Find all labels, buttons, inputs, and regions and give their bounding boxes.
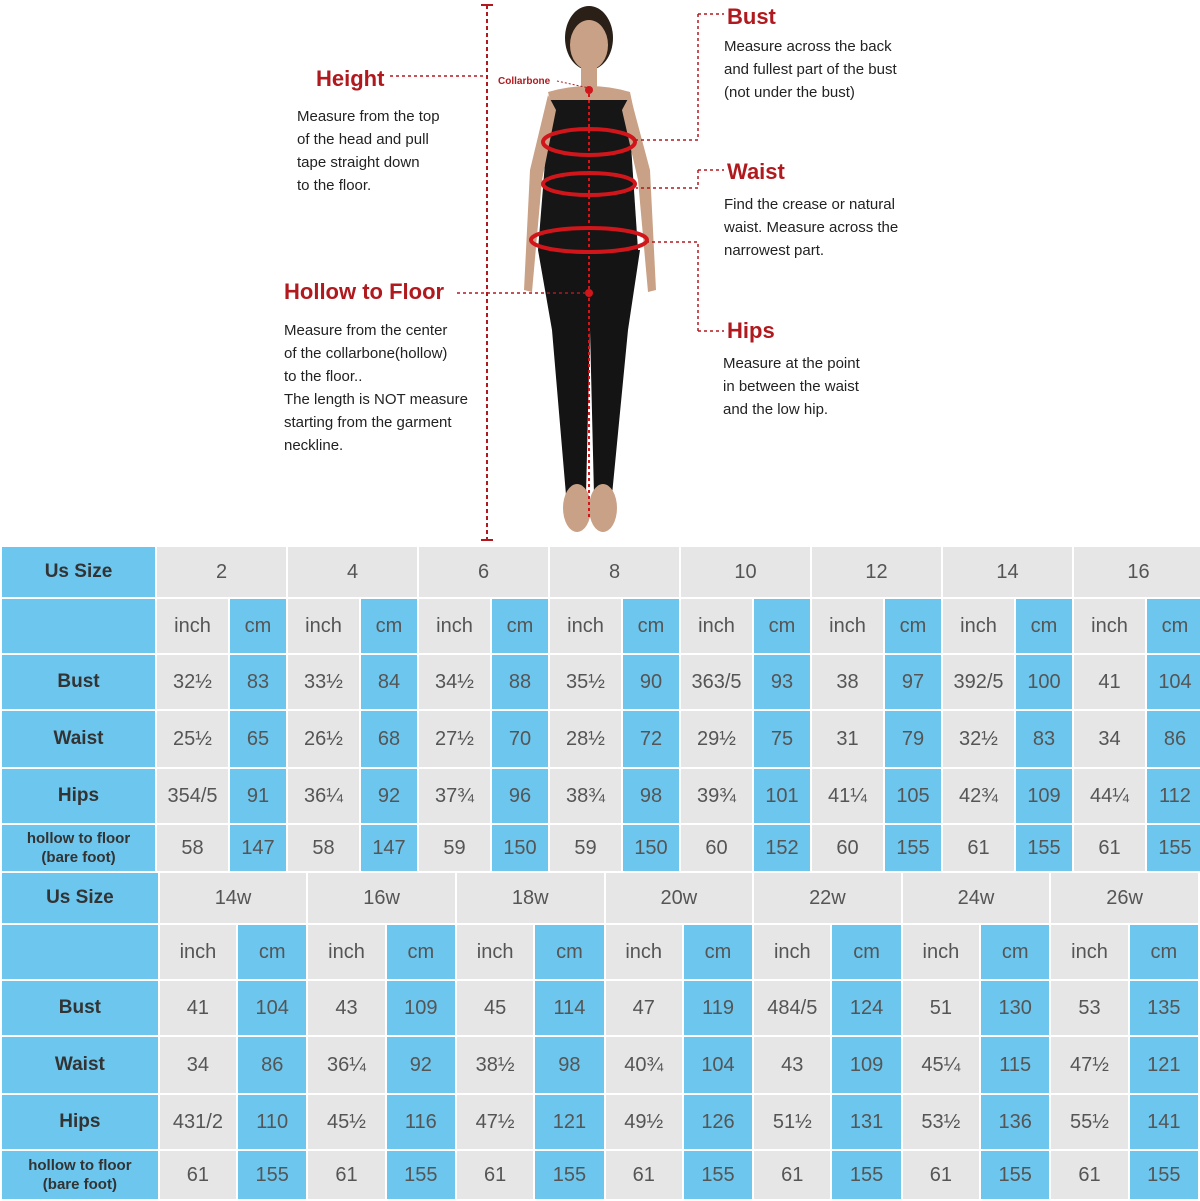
unit-row-label [1, 924, 159, 980]
size-24w: 24w [902, 872, 1051, 924]
inch-value: 60 [680, 824, 753, 872]
inch-value: 38¾ [549, 768, 622, 824]
unit-cm: cm [1146, 598, 1200, 654]
unit-inch: inch [1073, 598, 1146, 654]
size-12: 12 [811, 546, 942, 598]
size-16w: 16w [307, 872, 456, 924]
unit-cm: cm [753, 598, 811, 654]
inch-value: 32½ [156, 654, 229, 710]
size-2: 2 [156, 546, 287, 598]
size-header-row [1, 546, 1200, 598]
cm-value: 92 [386, 1036, 456, 1094]
waist-row-label: Waist [1, 1036, 159, 1094]
unit-cm: cm [491, 598, 549, 654]
inch-value: 45¼ [902, 1036, 980, 1094]
inch-value: 61 [753, 1150, 831, 1200]
bust-desc-line: Measure across the back [724, 38, 892, 55]
height-desc-line: Measure from the top [297, 108, 440, 125]
inch-value: 53½ [902, 1094, 980, 1150]
inch-value: 45 [456, 980, 534, 1036]
bust-row [1, 654, 1200, 710]
unit-inch: inch [902, 924, 980, 980]
unit-cm: cm [622, 598, 680, 654]
bust-heading: Bust [727, 4, 776, 29]
cm-value: 96 [491, 768, 549, 824]
waist-row [1, 1036, 1199, 1094]
inch-value: 38½ [456, 1036, 534, 1094]
inch-value: 27½ [418, 710, 491, 768]
inch-value: 36¼ [307, 1036, 385, 1094]
unit-inch: inch [811, 598, 884, 654]
height-description [297, 105, 440, 197]
collarbone-label: Collarbone [498, 76, 551, 87]
cm-value: 104 [237, 980, 307, 1036]
size-chart-standard [0, 545, 1200, 873]
cm-value: 155 [386, 1150, 456, 1200]
cm-value: 130 [980, 980, 1050, 1036]
inch-value: 47½ [456, 1094, 534, 1150]
unit-inch: inch [159, 924, 237, 980]
hips-desc-line: and the low hip. [723, 401, 829, 418]
cm-value: 116 [386, 1094, 456, 1150]
unit-inch: inch [942, 598, 1015, 654]
unit-row-label [1, 598, 156, 654]
hollow-label-line2: (bare foot) [41, 849, 116, 866]
cm-value: 150 [622, 824, 680, 872]
inch-value: 25½ [156, 710, 229, 768]
inch-value: 61 [942, 824, 1015, 872]
inch-value: 47 [605, 980, 683, 1036]
size-chart-plus [0, 871, 1200, 1201]
inch-value: 61 [456, 1150, 534, 1200]
cm-value: 152 [753, 824, 811, 872]
bust-row [1, 980, 1199, 1036]
unit-cm: cm [360, 598, 418, 654]
waist-row-label: Waist [1, 710, 156, 768]
inch-value: 37¾ [418, 768, 491, 824]
cm-value: 104 [1146, 654, 1200, 710]
cm-value: 75 [753, 710, 811, 768]
bust-desc-line: and fullest part of the bust [724, 61, 897, 78]
unit-inch: inch [1050, 924, 1128, 980]
inch-value: 51 [902, 980, 980, 1036]
height-desc-line: to the floor. [297, 177, 372, 194]
unit-cm: cm [237, 924, 307, 980]
size-6: 6 [418, 546, 549, 598]
cm-value: 155 [683, 1150, 753, 1200]
inch-value: 392/5 [942, 654, 1015, 710]
unit-inch: inch [156, 598, 229, 654]
inch-value: 39¾ [680, 768, 753, 824]
cm-value: 124 [831, 980, 901, 1036]
cm-value: 86 [1146, 710, 1200, 768]
hollow-label-line1: hollow to floor [28, 1157, 132, 1174]
hollow-label-line2: (bare foot) [42, 1176, 117, 1193]
cm-value: 114 [534, 980, 604, 1036]
inch-value: 44¼ [1073, 768, 1146, 824]
cm-value: 155 [831, 1150, 901, 1200]
unit-inch: inch [456, 924, 534, 980]
hollow-label-line1: hollow to floor [26, 830, 131, 847]
unit-inch: inch [549, 598, 622, 654]
waist-desc-line: narrowest part. [724, 242, 825, 259]
cm-value: 155 [534, 1150, 604, 1200]
hollow-desc-line: to the floor.. [284, 368, 363, 385]
inch-value: 41 [1073, 654, 1146, 710]
size-4: 4 [287, 546, 418, 598]
cm-value: 155 [1129, 1150, 1199, 1200]
inch-value: 32½ [942, 710, 1015, 768]
cm-value: 109 [386, 980, 456, 1036]
inch-value: 61 [159, 1150, 237, 1200]
cm-value: 155 [1146, 824, 1200, 872]
inch-value: 60 [811, 824, 884, 872]
cm-value: 121 [534, 1094, 604, 1150]
measurement-guide [0, 0, 1200, 545]
inch-value: 34½ [418, 654, 491, 710]
cm-value: 147 [360, 824, 418, 872]
hips-row-label: Hips [1, 768, 156, 824]
unit-cm: cm [534, 924, 604, 980]
cm-value: 92 [360, 768, 418, 824]
inch-value: 61 [1073, 824, 1146, 872]
inch-value: 61 [605, 1150, 683, 1200]
cm-value: 131 [831, 1094, 901, 1150]
us-size-label: Us Size [1, 546, 156, 598]
inch-value: 41 [159, 980, 237, 1036]
inch-value: 36¼ [287, 768, 360, 824]
inch-value: 55½ [1050, 1094, 1128, 1150]
waist-row [1, 710, 1200, 768]
cm-value: 109 [1015, 768, 1073, 824]
bust-row-label: Bust [1, 654, 156, 710]
waist-desc-line: waist. Measure across the [724, 219, 899, 236]
inch-value: 61 [307, 1150, 385, 1200]
inch-value: 49½ [605, 1094, 683, 1150]
inch-value: 431/2 [159, 1094, 237, 1150]
inch-value: 51½ [753, 1094, 831, 1150]
cm-value: 141 [1129, 1094, 1199, 1150]
cm-value: 97 [884, 654, 942, 710]
cm-value: 135 [1129, 980, 1199, 1036]
hollow-desc-line: starting from the garment [284, 414, 452, 431]
cm-value: 100 [1015, 654, 1073, 710]
size-header-row [1, 872, 1199, 924]
cm-value: 126 [683, 1094, 753, 1150]
height-desc-line: of the head and pull [297, 131, 429, 148]
size-14w: 14w [159, 872, 308, 924]
hollow-desc-line: Measure from the center [284, 322, 448, 339]
cm-value: 112 [1146, 768, 1200, 824]
cm-value: 68 [360, 710, 418, 768]
inch-value: 53 [1050, 980, 1128, 1036]
cm-value: 83 [1015, 710, 1073, 768]
size-14: 14 [942, 546, 1073, 598]
unit-cm: cm [831, 924, 901, 980]
cm-value: 84 [360, 654, 418, 710]
cm-value: 65 [229, 710, 287, 768]
inch-value: 29½ [680, 710, 753, 768]
unit-cm: cm [386, 924, 456, 980]
waist-desc-line: Find the crease or natural [724, 196, 895, 213]
inch-value: 28½ [549, 710, 622, 768]
inch-value: 47½ [1050, 1036, 1128, 1094]
size-18w: 18w [456, 872, 605, 924]
hollow-to-floor-row [1, 1150, 1199, 1200]
cm-value: 70 [491, 710, 549, 768]
cm-value: 72 [622, 710, 680, 768]
hips-row-label: Hips [1, 1094, 159, 1150]
inch-value: 31 [811, 710, 884, 768]
hollow-to-floor-heading: Hollow to Floor [284, 279, 445, 304]
cm-value: 155 [237, 1150, 307, 1200]
cm-value: 101 [753, 768, 811, 824]
unit-cm: cm [884, 598, 942, 654]
cm-value: 90 [622, 654, 680, 710]
hollow-to-floor-row-label [1, 1150, 159, 1200]
unit-row [1, 924, 1199, 980]
inch-value: 38 [811, 654, 884, 710]
inch-value: 26½ [287, 710, 360, 768]
unit-inch: inch [287, 598, 360, 654]
waist-description [724, 193, 898, 262]
cm-value: 91 [229, 768, 287, 824]
cm-value: 136 [980, 1094, 1050, 1150]
hips-row [1, 1094, 1199, 1150]
waist-heading: Waist [727, 159, 785, 184]
cm-value: 121 [1129, 1036, 1199, 1094]
unit-cm: cm [1015, 598, 1073, 654]
inch-value: 34 [159, 1036, 237, 1094]
inch-value: 363/5 [680, 654, 753, 710]
hollow-to-floor-description [284, 319, 468, 457]
unit-row [1, 598, 1200, 654]
us-size-label: Us Size [1, 872, 159, 924]
inch-value: 42¾ [942, 768, 1015, 824]
height-heading: Height [316, 66, 385, 91]
cm-value: 104 [683, 1036, 753, 1094]
cm-value: 83 [229, 654, 287, 710]
unit-inch: inch [680, 598, 753, 654]
unit-cm: cm [229, 598, 287, 654]
hollow-to-floor-row [1, 824, 1200, 872]
inch-value: 41¼ [811, 768, 884, 824]
cm-value: 155 [980, 1150, 1050, 1200]
cm-value: 109 [831, 1036, 901, 1094]
unit-inch: inch [418, 598, 491, 654]
inch-value: 58 [287, 824, 360, 872]
unit-inch: inch [605, 924, 683, 980]
hips-desc-line: in between the waist [723, 378, 859, 395]
inch-value: 59 [418, 824, 491, 872]
hips-desc-line: Measure at the point [723, 355, 860, 372]
inch-value: 354/5 [156, 768, 229, 824]
cm-value: 93 [753, 654, 811, 710]
bust-row-label: Bust [1, 980, 159, 1036]
inch-value: 35½ [549, 654, 622, 710]
unit-cm: cm [683, 924, 753, 980]
cm-value: 79 [884, 710, 942, 768]
size-10: 10 [680, 546, 811, 598]
bust-desc-line: (not under the bust) [724, 84, 855, 101]
inch-value: 61 [1050, 1150, 1128, 1200]
hollow-desc-line: of the collarbone(hollow) [284, 345, 448, 362]
cm-value: 98 [534, 1036, 604, 1094]
size-8: 8 [549, 546, 680, 598]
unit-cm: cm [980, 924, 1050, 980]
cm-value: 86 [237, 1036, 307, 1094]
size-16: 16 [1073, 546, 1200, 598]
cm-value: 115 [980, 1036, 1050, 1094]
hips-heading: Hips [727, 318, 775, 343]
unit-inch: inch [753, 924, 831, 980]
cm-value: 105 [884, 768, 942, 824]
inch-value: 43 [307, 980, 385, 1036]
bust-description [724, 35, 897, 104]
size-20w: 20w [605, 872, 754, 924]
hollow-desc-line: The length is NOT measure [284, 391, 468, 408]
height-desc-line: tape straight down [297, 154, 420, 171]
size-22w: 22w [753, 872, 902, 924]
inch-value: 61 [902, 1150, 980, 1200]
unit-cm: cm [1129, 924, 1199, 980]
cm-value: 98 [622, 768, 680, 824]
size-26w: 26w [1050, 872, 1199, 924]
inch-value: 59 [549, 824, 622, 872]
inch-value: 40¾ [605, 1036, 683, 1094]
cm-value: 147 [229, 824, 287, 872]
cm-value: 155 [1015, 824, 1073, 872]
model-figure-illustration [0, 0, 1200, 545]
unit-inch: inch [307, 924, 385, 980]
inch-value: 484/5 [753, 980, 831, 1036]
cm-value: 88 [491, 654, 549, 710]
inch-value: 33½ [287, 654, 360, 710]
inch-value: 45½ [307, 1094, 385, 1150]
hips-description [723, 352, 860, 421]
inch-value: 58 [156, 824, 229, 872]
inch-value: 43 [753, 1036, 831, 1094]
hips-row [1, 768, 1200, 824]
cm-value: 155 [884, 824, 942, 872]
cm-value: 119 [683, 980, 753, 1036]
cm-value: 110 [237, 1094, 307, 1150]
inch-value: 34 [1073, 710, 1146, 768]
cm-value: 150 [491, 824, 549, 872]
hollow-to-floor-row-label [1, 824, 156, 872]
hollow-desc-line: neckline. [284, 437, 344, 454]
